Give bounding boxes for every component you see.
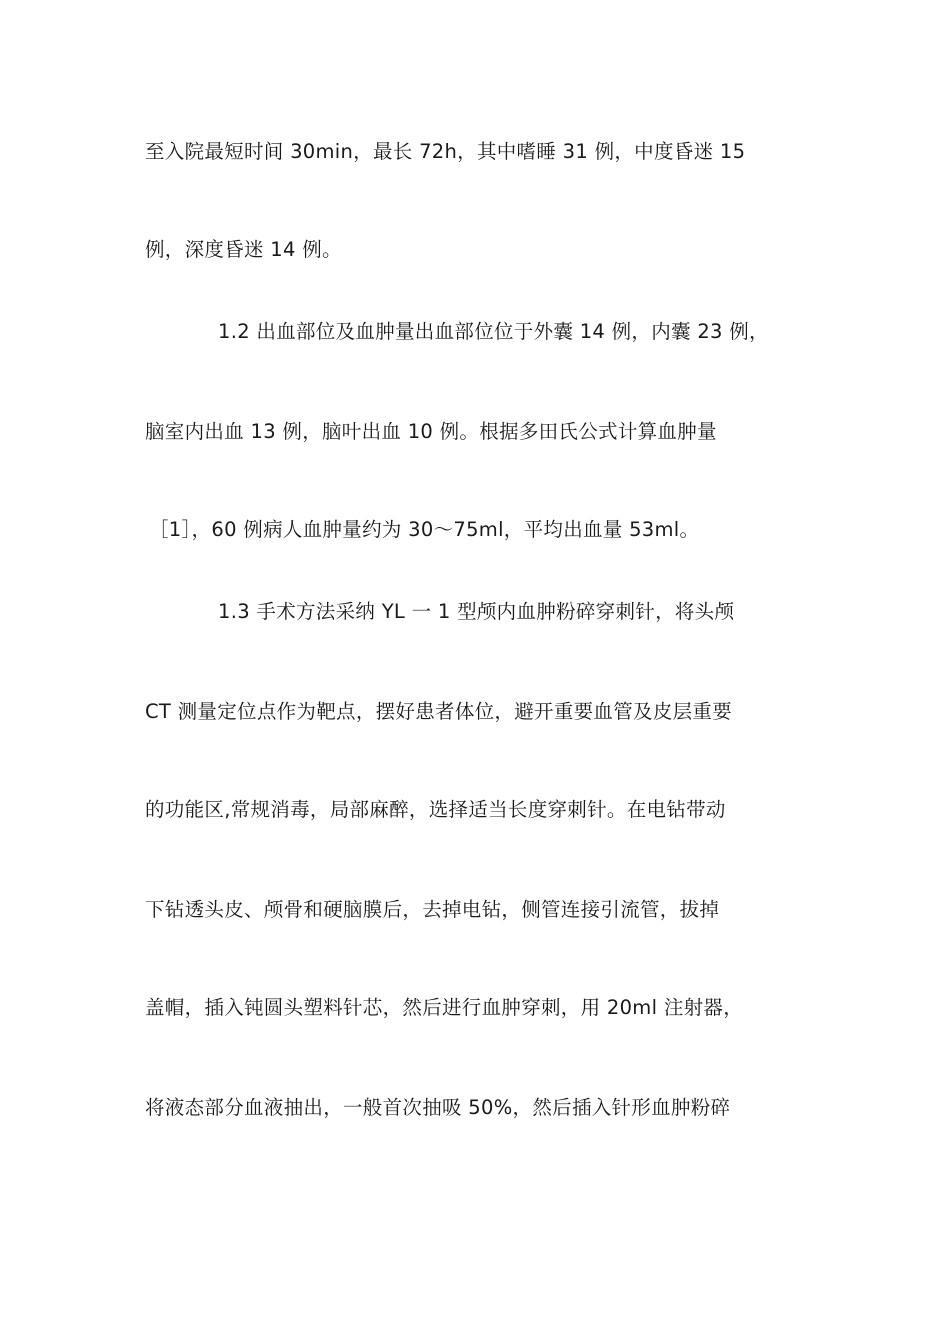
paragraph-line-2: 例，深度昏迷 14 例。 bbox=[145, 238, 342, 261]
section-1-2-heading-line: 1.2 出血部位及血肿量出血部位位于外囊 14 例，内囊 23 例， bbox=[218, 320, 769, 343]
paragraph-line-7: CT 测量定位点作为靶点，摆好患者体位，避开重要血管及皮层重要 bbox=[145, 700, 733, 723]
section-1-3-heading-line: 1.3 手术方法采纳 YL 一 1 型颅内血肿粉碎穿刺针，将头颅 bbox=[218, 600, 735, 623]
paragraph-line-1: 至入院最短时间 30min，最长 72h，其中嗜睡 31 例，中度昏迷 15 bbox=[145, 140, 746, 163]
paragraph-line-9: 下钻透头皮、颅骨和硬脑膜后，去掉电钻，侧管连接引流管，拔掉 bbox=[145, 898, 720, 921]
paragraph-line-4: 脑室内出血 13 例，脑叶出血 10 例。根据多田氏公式计算血肿量 bbox=[145, 420, 717, 443]
paragraph-line-8: 的功能区,常规消毒，局部麻醉，选择适当长度穿刺针。在电钻带动 bbox=[145, 798, 726, 821]
citation-line: ［1］，60 例病人血肿量约为 30～75ml，平均出血量 53ml。 bbox=[149, 518, 700, 541]
paragraph-line-10: 盖帽，插入钝圆头塑料针芯，然后进行血肿穿刺，用 20ml 注射器， bbox=[145, 996, 744, 1019]
paragraph-line-11: 将液态部分血液抽出，一般首次抽吸 50%，然后插入针形血肿粉碎 bbox=[145, 1096, 731, 1119]
